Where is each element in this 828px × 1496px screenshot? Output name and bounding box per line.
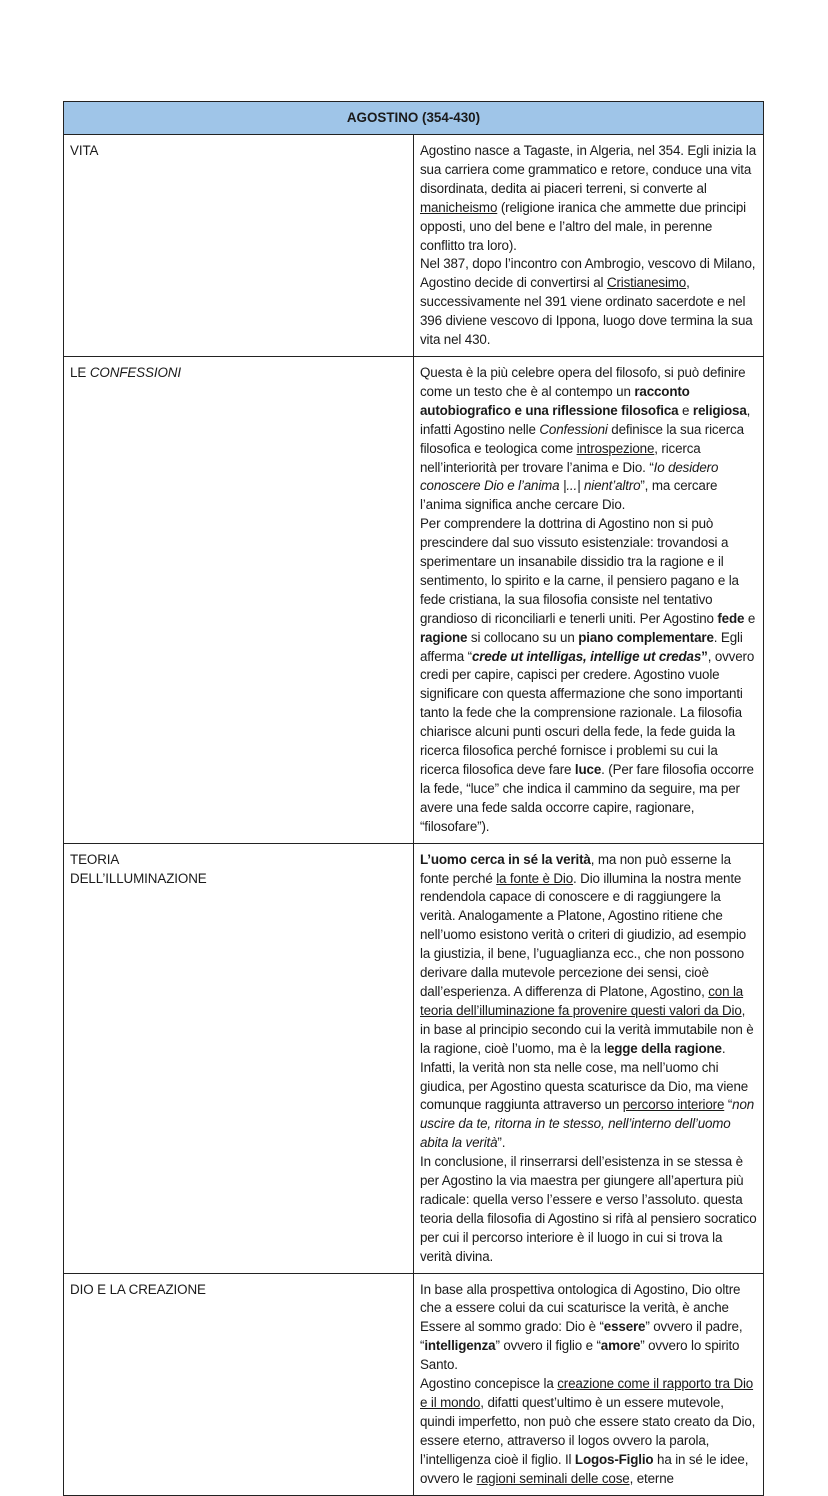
text-run: piano complementare — [578, 629, 714, 645]
text-run: ” ovvero il padre, “ — [420, 1319, 743, 1354]
text-run: manicheismo — [420, 199, 498, 215]
row-label-vita: VITA — [64, 135, 414, 357]
label-italic: CONFESSIONI — [89, 364, 181, 380]
text-run: . Egli afferma “ — [420, 629, 743, 664]
table-row-vita — [64, 135, 764, 357]
text-run: ”, ma cercare l’anima significa anche cercare Dio. — [420, 478, 718, 513]
row-content-vita — [414, 135, 764, 357]
text-run: In base alla prospettiva ontologica di Agostino, Dio oltre che a essere colui da cui scaturisce la verità, è anche Essere al sommo grado: Dio è “ — [420, 1281, 741, 1335]
text-run: Agostino concepisce la — [420, 1376, 558, 1392]
text-run: ha in sé le idee, ovvero le — [420, 1451, 749, 1486]
paragraph — [420, 255, 757, 350]
text-run: definisce la sua ricerca filosofica e teologica come — [420, 421, 744, 456]
text-run: L’uomo cerca in sé la verità — [420, 851, 591, 867]
text-run: essere — [603, 1319, 646, 1335]
text-run: non uscire da te, ritorna in te stesso, nell’interno dell’uomo abita la verità — [420, 1097, 755, 1151]
text-run: e — [678, 402, 693, 418]
text-run: con la teoria dell’illuminazione fa provenire questi valori da Dio — [420, 983, 744, 1018]
label-line: TEORIA — [70, 851, 120, 867]
paragraph — [420, 364, 757, 515]
text-run: Logos-Figlio — [574, 1451, 654, 1467]
text-run: luce — [574, 762, 602, 777]
text-run: Confessioni — [539, 421, 608, 437]
label-line: DELL’ILLUMINAZIONE — [70, 870, 207, 886]
text-run: introspezione — [576, 440, 655, 456]
text-run: Questa è la più celebre opera del filosofo, si può definire come un testo che è al contempo un — [420, 364, 746, 399]
table-row-dio-creazione — [64, 1273, 764, 1495]
text-run: , eterne — [629, 1470, 674, 1486]
paragraph — [420, 851, 757, 1154]
text-run: . (Per fare filosofia occorre la fede, “luce” che indica il cammino da seguire, ma per avere una fede salda occorre capire, ragionare, “filosofare”). — [420, 762, 754, 834]
table-row-teoria-illuminazione — [64, 843, 764, 1273]
text-run: intelligenza — [424, 1338, 496, 1354]
summary-table — [63, 101, 764, 1496]
text-run: e — [744, 610, 756, 626]
document-page — [63, 101, 764, 1496]
text-run: , infatti Agostino nelle — [420, 402, 751, 437]
text-run: percorso interiore — [622, 1097, 725, 1113]
paragraph — [420, 515, 757, 836]
text-run: Per comprendere la dottrina di Agostino non si può prescindere dal suo vissuto esistenziale: trovandosi a sperimentare un insanabile dissidio tra la ragione e il sentimento, lo spirito e la carne, il pensiero pagano e la fede cristiana, la sua filosofia consiste nel tentativo grandioso di riconciliarli e tenerli uniti. Per Agostino — [420, 516, 739, 626]
text-run: , in base al principio secondo cui la verità immutabile non è la ragione, cioè l’uomo, ma è la l — [420, 1002, 754, 1056]
text-run: . Infatti, la verità non sta nelle cose, ma nell’uomo chi giudica, per Agostino questa scaturisce da Dio, ma viene comunque raggiunta attraverso un — [420, 1040, 749, 1113]
text-run: si collocano su un — [467, 629, 579, 645]
text-run: ” ovvero il figlio e “ — [495, 1338, 601, 1354]
row-content-dio-creazione — [414, 1273, 764, 1495]
row-label-confessioni — [64, 356, 414, 843]
text-run: , ma non può esserne la fonte perché — [420, 851, 731, 886]
paragraph — [420, 1153, 757, 1266]
table-header-row — [64, 102, 764, 135]
table-row-confessioni — [64, 356, 764, 843]
text-run: Nel 387, dopo l’incontro con Ambrogio, vescovo di Milano, Agostino decide di convertirsi al — [420, 256, 756, 291]
text-run: In conclusione, il rinserrarsi dell’esistenza in se stessa è per Agostino la via maestra per giungere all’apertura più radicale: quella verso l’essere e verso l’assoluto. questa teoria della filosofia di Agostino si rifà al pensiero socratico per cui il percorso interiore è il luogo in cui si trova la verità divina. — [420, 1154, 757, 1264]
text-run: , ovvero credi per capire, capisci per credere. Agostino vuole significare con questa affermazione che sono importanti tanto la fede che la comprensione razionale. La filosofia chiarisce alcuni punti oscuri della fede, la fede guida la ricerca filosofica perché fornisce i problemi su cui la ricerca filosofica deve fare — [420, 648, 755, 777]
text-run: crede ut intelligas, intellige ut credas — [471, 648, 702, 664]
text-run: la fonte è Dio — [496, 870, 574, 886]
text-run: creazione come il rapporto tra Dio e il mondo — [420, 1376, 754, 1410]
text-run: , ricerca nell’interiorità per trovare l’anima e Dio. “ — [420, 440, 701, 475]
text-run: , difatti quest’ultimo è un essere mutevole, quindi imperfetto, non può che essere stato creato da Dio, essere eterno, attraverso il logos ovvero la parola, l’intelligenza cioè il figlio. Il — [420, 1395, 756, 1467]
text-run: Agostino nasce a Tagaste, in Algeria, nel 354. Egli inizia la sua carriera come grammatico e retore, conduce una vita disordinata, dedita ai piaceri terreni, si converte al — [420, 143, 757, 196]
text-run: ragione — [420, 629, 468, 645]
text-run: “ — [724, 1097, 733, 1113]
row-content-confessioni — [414, 356, 764, 843]
text-run: , successivamente nel 391 viene ordinato sacerdote e nel 396 diviene vescovo di Ippona, luogo dove termina la sua vita nel 430. — [420, 275, 753, 348]
label-prefix: LE — [70, 364, 90, 380]
table-title: AGOSTINO (354-430) — [64, 102, 764, 135]
text-run: egge della ragione — [606, 1040, 722, 1056]
text-run: ragioni seminali delle cose — [476, 1470, 630, 1486]
row-label-dio-creazione: DIO E LA CREAZIONE — [64, 1273, 414, 1495]
text-run: . Dio illumina la nostra mente rendendola capace di conoscere e di raggiungere la verità. Analogamente a Platone, Agostino ritiene che nell’uomo esistono verità o criteri di giudizio, ad esempio la giustizia, il bene, l’uguaglianza ecc., che non possono derivare dalla mutevole percezione dei sensi, cioè dall’esperienza. A differenza di Platone, Agostino, — [420, 870, 747, 999]
text-run: religiosa — [692, 402, 747, 418]
paragraph — [420, 142, 757, 255]
text-run: Io desidero conoscere Dio e l’anima |...| nient’altro — [420, 459, 719, 494]
row-label-teoria-illuminazione — [64, 843, 414, 1273]
text-run: ”. — [497, 1135, 506, 1151]
text-run: racconto autobiografico e una riflessione filosofica — [420, 383, 690, 418]
text-run: fede — [717, 610, 745, 626]
text-run: Cristianesimo — [606, 275, 687, 291]
text-run: ” ovvero lo spirito Santo. — [420, 1338, 740, 1373]
paragraph — [420, 1281, 757, 1376]
text-run: amore — [600, 1338, 641, 1354]
paragraph — [420, 1375, 757, 1488]
row-content-teoria-illuminazione — [414, 843, 764, 1273]
text-run: (religione iranica che ammette due principi opposti, uno del bene e l’altro del male, in perenne conflitto tra loro). — [420, 199, 746, 253]
text-run: ” — [701, 648, 708, 664]
